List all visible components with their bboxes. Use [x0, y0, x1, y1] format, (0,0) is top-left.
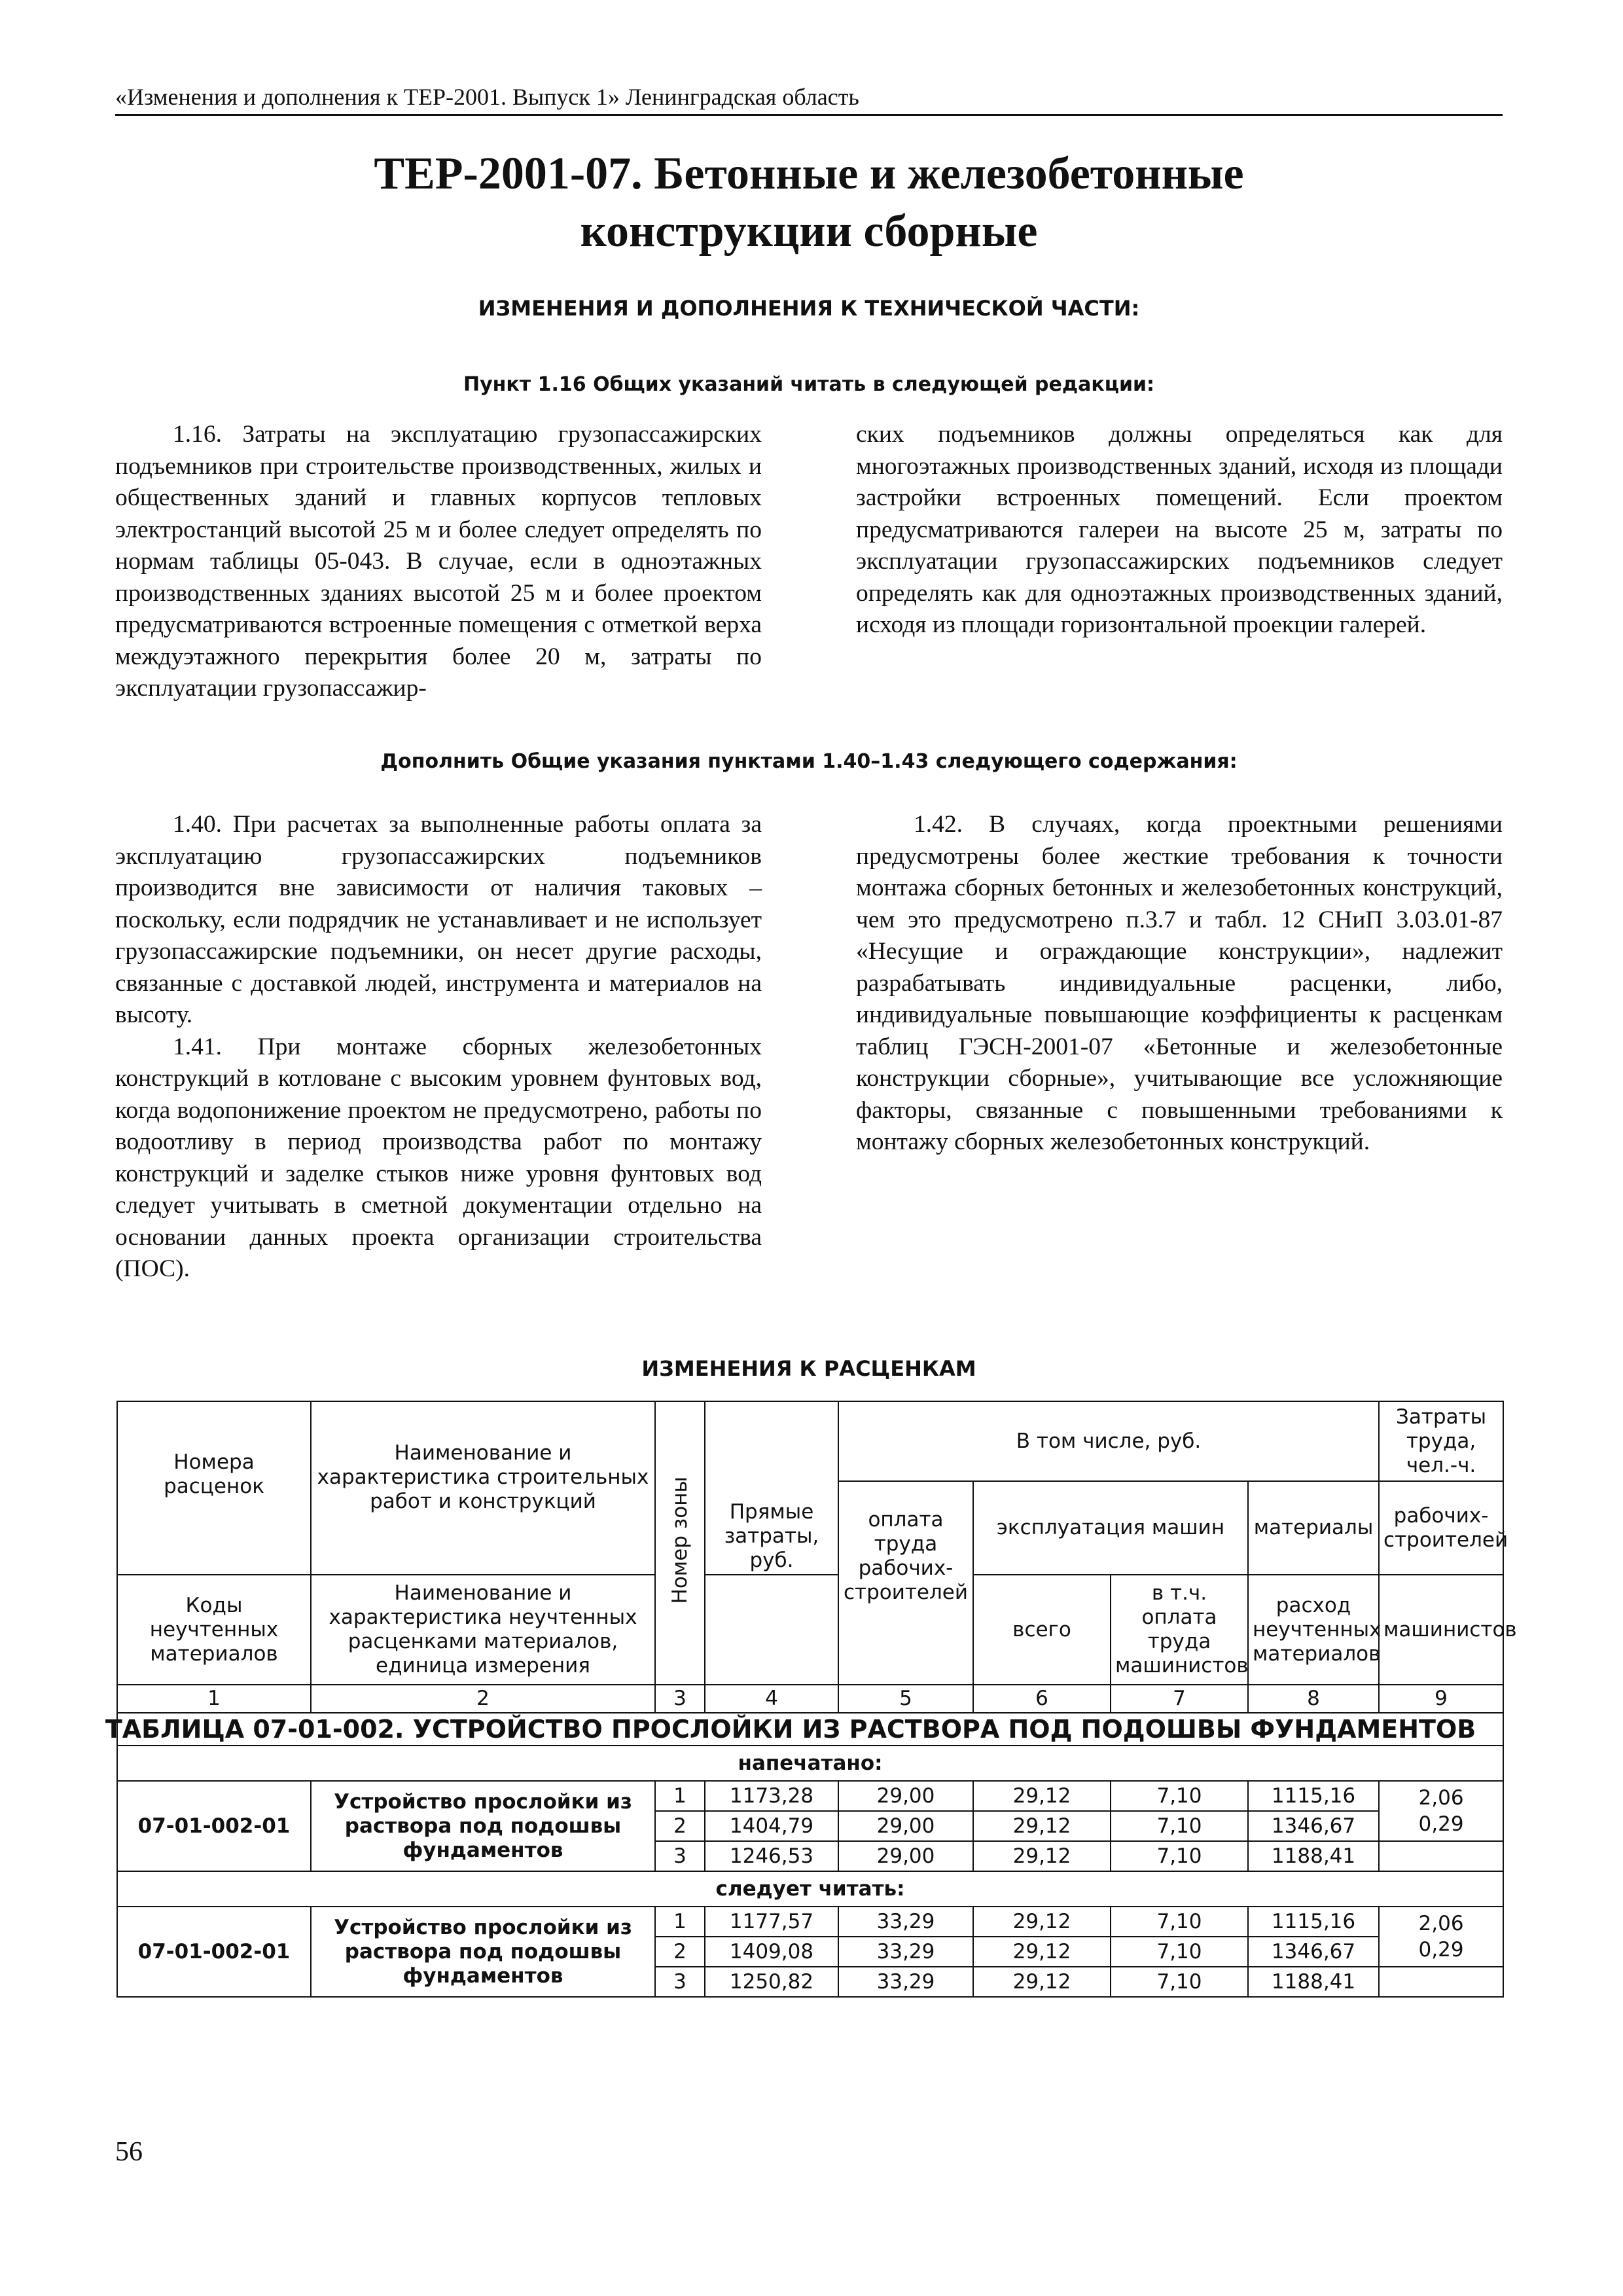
clause-142: 1.42. В случаях, когда проектными решениями предусмотрены более жесткие требования к точности монтажа сборных бетонных и железобетонных конструкций, чем это предусмотрено п.3.7 и табл. 12 СНиП 3.03.01-87 «Несущие и ограждающие конструкции», надлежит разрабатывать индивидуальные расценки, либо, индивидуальные повышающие коэффициенты к расценкам таблиц ГЭСН-2001-07 «Бетонные и железобетонные конструкции сборные», учитывающие все усложняющие факторы, связанные с повышенными требованиями к монтажу сборных железобетонных конструкций. [856, 811, 1503, 1155]
materials-cell: 1115,16 [1248, 1781, 1379, 1811]
rates-changes-heading: ИЗМЕНЕНИЯ К РАСЦЕНКАМ [641, 1356, 976, 1381]
title-line-2: конструкции сборные [580, 206, 1038, 257]
rate-name: Устройство прослойки из раствора под подошвы фундаментов [311, 1781, 655, 1871]
header-unaccounted-codes: Коды неучтенных материалов [117, 1575, 311, 1685]
wage-cell: 33,29 [838, 1967, 973, 1997]
header-machines-total: всего [973, 1575, 1111, 1685]
wage-cell: 29,00 [838, 1811, 973, 1841]
machines-cell: 29,12 [973, 1781, 1111, 1811]
col-number: 4 [705, 1685, 838, 1713]
direct-cost-cell: 1250,82 [705, 1967, 838, 1997]
header-rate-numbers: Номера расценок [117, 1401, 311, 1575]
machinist-wage-cell: 7,10 [1111, 1967, 1248, 1997]
labor-costs-cell [1379, 1781, 1503, 1841]
materials-cell: 1188,41 [1248, 1967, 1379, 1997]
labor-workers: 2,06 [1418, 1912, 1464, 1935]
labor-workers: 2,06 [1418, 1786, 1464, 1810]
clause-116-right-column [856, 419, 1503, 641]
labor-costs-cell [1379, 1907, 1503, 1967]
printed-label: напечатано: [117, 1746, 1503, 1781]
col-number: 7 [1111, 1685, 1248, 1713]
header-including: В том числе, руб. [838, 1401, 1379, 1481]
page-title [115, 145, 1503, 260]
running-head: «Изменения и дополнения к ТЕР-2001. Выпуск 1» Ленинградская область [115, 82, 1503, 116]
machinist-wage-cell: 7,10 [1111, 1937, 1248, 1967]
header-unaccounted-name: Наименование и характеристика неучтенных расценками материалов, единица измерения [311, 1575, 655, 1685]
machinist-wage-cell: 7,10 [1111, 1907, 1248, 1937]
clause-116-text-part1: 1.16. Затраты на эксплуатацию грузопассажирских подъемников при строительстве производственных, жилых и общественных зданий и главных корпусов тепловых электростанций высотой 25 м и более следует определять по нормам таблицы 05-043. В случае, если в одноэтажных производственных зданиях высотой 25 м и более проектом предусматриваются встроенные помещения с отметкой верха междуэтажного перекрытия более 20 м, затраты по эксплуатации грузопассажир- [115, 421, 762, 702]
col-number: 2 [311, 1685, 655, 1713]
clause-141: 1.41. При монтаже сборных железобетонных конструкций в котловане с высоким уровнем фунтовых вод, когда водопонижение проектом не предусмотрено, работы по водоотливу в период производства работ по монтажу конструкций и заделке стыков ниже уровня фунтовых вод следует учитывать в сметной документации отдельно на основании данных проекта организации строительства (ПОС). [115, 1033, 762, 1282]
machines-cell: 29,12 [973, 1841, 1111, 1871]
col-number: 5 [838, 1685, 973, 1713]
header-machine-operation: эксплуатация машин [973, 1481, 1248, 1575]
header-materials: материалы [1248, 1481, 1379, 1575]
clauses-140-141-column [115, 809, 762, 1285]
labor-machinists: 0,29 [1418, 1812, 1464, 1836]
wage-cell: 33,29 [838, 1907, 973, 1937]
direct-cost-cell: 1173,28 [705, 1781, 838, 1811]
clause-116-left-column [115, 419, 762, 705]
col-number: 3 [655, 1685, 705, 1713]
clause-142-column [856, 809, 1503, 1158]
col-number: 6 [973, 1685, 1111, 1713]
rates-table [105, 1401, 1517, 1998]
header-zone-number-text: Номер зоны [668, 1476, 692, 1604]
wage-cell: 33,29 [838, 1937, 973, 1967]
rate-code: 07-01-002-01 [117, 1781, 311, 1871]
zone-cell: 1 [655, 1907, 705, 1937]
clause-116-heading: Пункт 1.16 Общих указаний читать в следующей редакции: [463, 373, 1154, 396]
header-direct-costs: Прямые затраты, руб. [705, 1401, 838, 1575]
header-direct-costs-lower [705, 1575, 838, 1685]
zone-cell: 2 [655, 1811, 705, 1841]
wage-cell: 29,00 [838, 1781, 973, 1811]
col-number: 8 [1248, 1685, 1379, 1713]
header-machinist-wage: в т.ч. оплата труда машинистов [1111, 1575, 1248, 1685]
header-zone-number [655, 1401, 705, 1685]
rate-code: 07-01-002-01 [117, 1907, 311, 1997]
zone-cell: 3 [655, 1841, 705, 1871]
tech-part-heading: ИЗМЕНЕНИЯ И ДОПОЛНЕНИЯ К ТЕХНИЧЕСКОЙ ЧАСТИ: [478, 296, 1140, 321]
header-workers: рабочих-строителей [1379, 1481, 1503, 1575]
additions-heading: Дополнить Общие указания пунктами 1.40–1.43 следующего содержания: [380, 750, 1238, 773]
rate-table-title: ТАБЛИЦА 07-01-002. УСТРОЙСТВО ПРОСЛОЙКИ ИЗ РАСТВОРА ПОД ПОДОШВЫ ФУНДАМЕНТОВ [117, 1713, 1503, 1746]
header-machinists: машинистов [1379, 1575, 1503, 1685]
should-read-label: следует читать: [117, 1871, 1503, 1907]
materials-cell: 1346,67 [1248, 1811, 1379, 1841]
machines-cell: 29,12 [973, 1937, 1111, 1967]
header-work-name: Наименование и характеристика строительных работ и конструкций [311, 1401, 655, 1575]
column-numbers-row [117, 1685, 1503, 1713]
direct-cost-cell: 1177,57 [705, 1907, 838, 1937]
col-number: 9 [1379, 1685, 1503, 1713]
zone-cell: 3 [655, 1967, 705, 1997]
machines-cell: 29,12 [973, 1907, 1111, 1937]
title-line-1: ТЕР-2001-07. Бетонные и железобетонные [374, 149, 1244, 199]
header-unaccounted-use: расход неучтенных материалов [1248, 1575, 1379, 1685]
header-labor-costs: Затраты труда, чел.-ч. [1379, 1401, 1503, 1481]
table-row [117, 1907, 1503, 1937]
table-row [117, 1781, 1503, 1811]
labor-empty-cell [1379, 1841, 1503, 1871]
clause-116-text-part2: ских подъемников должны определяться как для многоэтажных производственных зданий, исходя из площади застройки встроенных помещений. Если проектом предусматриваются галереи на высоте 25 м, затраты по эксплуатации грузопассажирских подъемников следует определять как для одноэтажных производственных зданий, исходя из площади горизонтальной проекции галерей. [856, 421, 1503, 638]
direct-cost-cell: 1409,08 [705, 1937, 838, 1967]
machinist-wage-cell: 7,10 [1111, 1811, 1248, 1841]
machinist-wage-cell: 7,10 [1111, 1841, 1248, 1871]
wage-cell: 29,00 [838, 1841, 973, 1871]
zone-cell: 2 [655, 1937, 705, 1967]
materials-cell: 1188,41 [1248, 1841, 1379, 1871]
col-number: 1 [117, 1685, 311, 1713]
labor-empty-cell [1379, 1967, 1503, 1997]
labor-machinists: 0,29 [1418, 1938, 1464, 1962]
direct-cost-cell: 1246,53 [705, 1841, 838, 1871]
materials-cell: 1346,67 [1248, 1937, 1379, 1967]
rate-name: Устройство прослойки из раствора под подошвы фундаментов [311, 1907, 655, 1997]
page-number: 56 [115, 2137, 143, 2167]
zone-cell: 1 [655, 1781, 705, 1811]
clause-140: 1.40. При расчетах за выполненные работы оплата за эксплуатацию грузопассажирских подъемников производится вне зависимости от наличия таковых – поскольку, если подрядчик не устанавливает и не использует грузопассажирские подъемники, он несет другие расходы, связанные с доставкой людей, инструмента и материалов на высоту. [115, 811, 762, 1028]
machines-cell: 29,12 [973, 1967, 1111, 1997]
direct-cost-cell: 1404,79 [705, 1811, 838, 1841]
machines-cell: 29,12 [973, 1811, 1111, 1841]
materials-cell: 1115,16 [1248, 1907, 1379, 1937]
header-worker-wage: оплата труда рабочих-строителей [838, 1481, 973, 1685]
machinist-wage-cell: 7,10 [1111, 1781, 1248, 1811]
